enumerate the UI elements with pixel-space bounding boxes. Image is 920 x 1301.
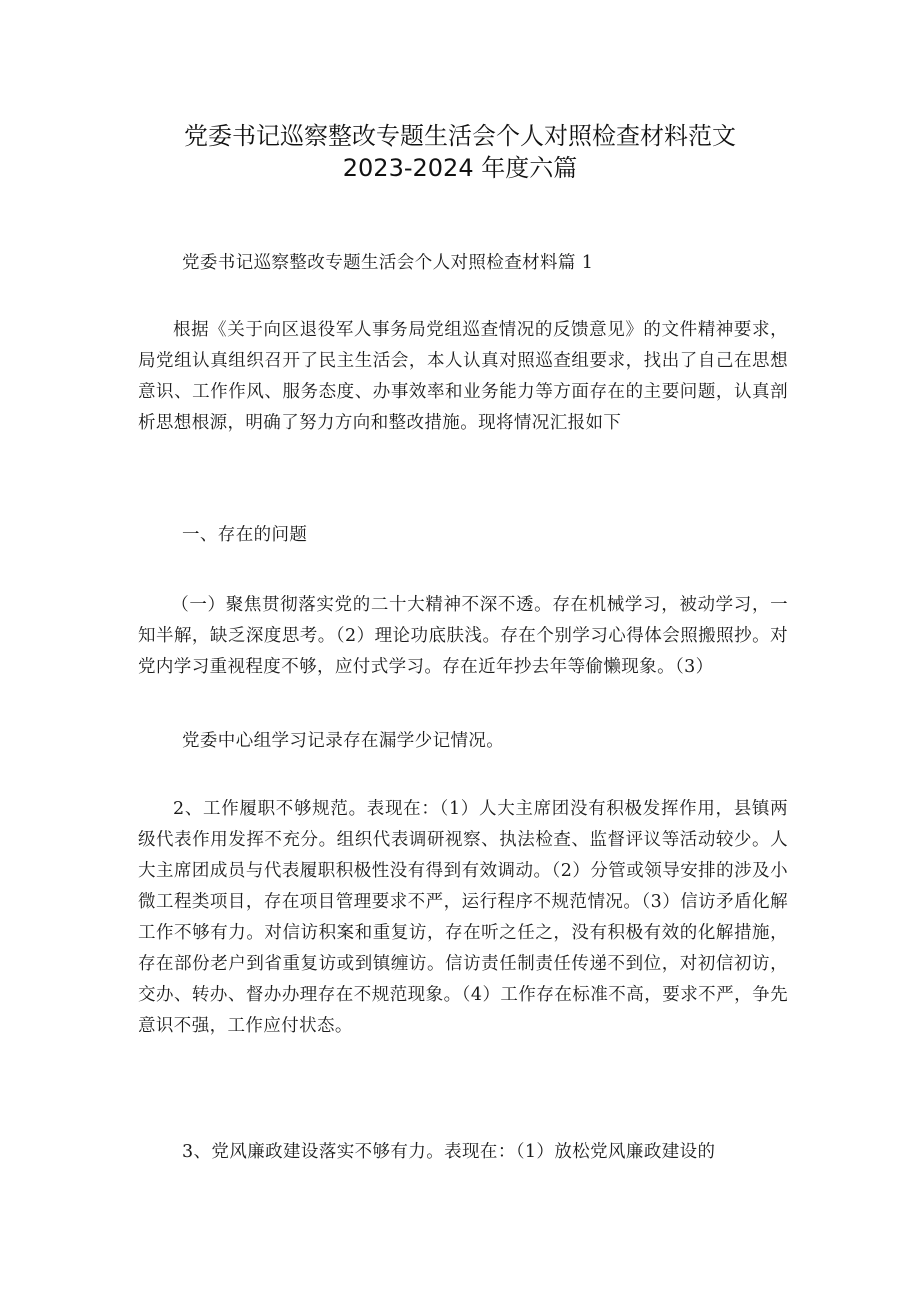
paragraph-item-3: 3、党风廉政建设落实不够有力。表现在：（1）放松党风廉政建设的 (182, 1142, 716, 1162)
paragraph-intro: 根据《关于向区退役军人事务局党组巡查情况的反馈意见》的文件精神要求，局党组认真组织召开了民主生活会，本人认真对照巡查组要求，找出了自己在思想意识、工作作风、服务态度、办事效率和业务能力等方面存在的主要问题，认真剖析思想根源，明确了努力方向和整改措施。现将情况汇报如下 (138, 320, 788, 433)
document-subtitle: 党委书记巡察整改专题生活会个人对照检查材料篇 1 (182, 253, 594, 273)
section-heading-problems: 一、存在的问题 (182, 525, 308, 545)
document-title-line1: 党委书记巡察整改专题生活会个人对照检查材料范文 (184, 122, 736, 150)
paragraph-item-1: （一）聚焦贯彻落实党的二十大精神不深不透。存在机械学习，被动学习，一知半解，缺乏深度思考。（2）理论功底肤浅。存在个别学习心得体会照搬照抄。对党内学习重视程度不够，应付式学习。存在近年抄去年等偷懒现象。（3） (138, 595, 788, 677)
paragraph-item-1-continued: 党委中心组学习记录存在漏学少记情况。 (182, 731, 505, 751)
paragraph-item-2: 2、工作履职不够规范。表现在：（1）人大主席团没有积极发挥作用，县镇两级代表作用发挥不充分。组织代表调研视察、执法检查、监督评议等活动较少。人大主席团成员与代表履职积极性没有得到有效调动。（2）分管或领导安排的涉及小微工程类项目，存在项目管理要求不严，运行程序不规范情况。（3）信访矛盾化解工作不够有力。对信访积案和重复访，存在听之任之，没有积极有效的化解措施，存在部份老户到省重复访或到镇缠访。信访责任制责任传递不到位，对初信初访，交办、转办、督办办理存在不规范现象。（4）工作存在标准不高，要求不严，争先意识不强，工作应付状态。 (138, 799, 788, 1036)
document-title-line2: 2023-2024 年度六篇 (342, 154, 578, 182)
